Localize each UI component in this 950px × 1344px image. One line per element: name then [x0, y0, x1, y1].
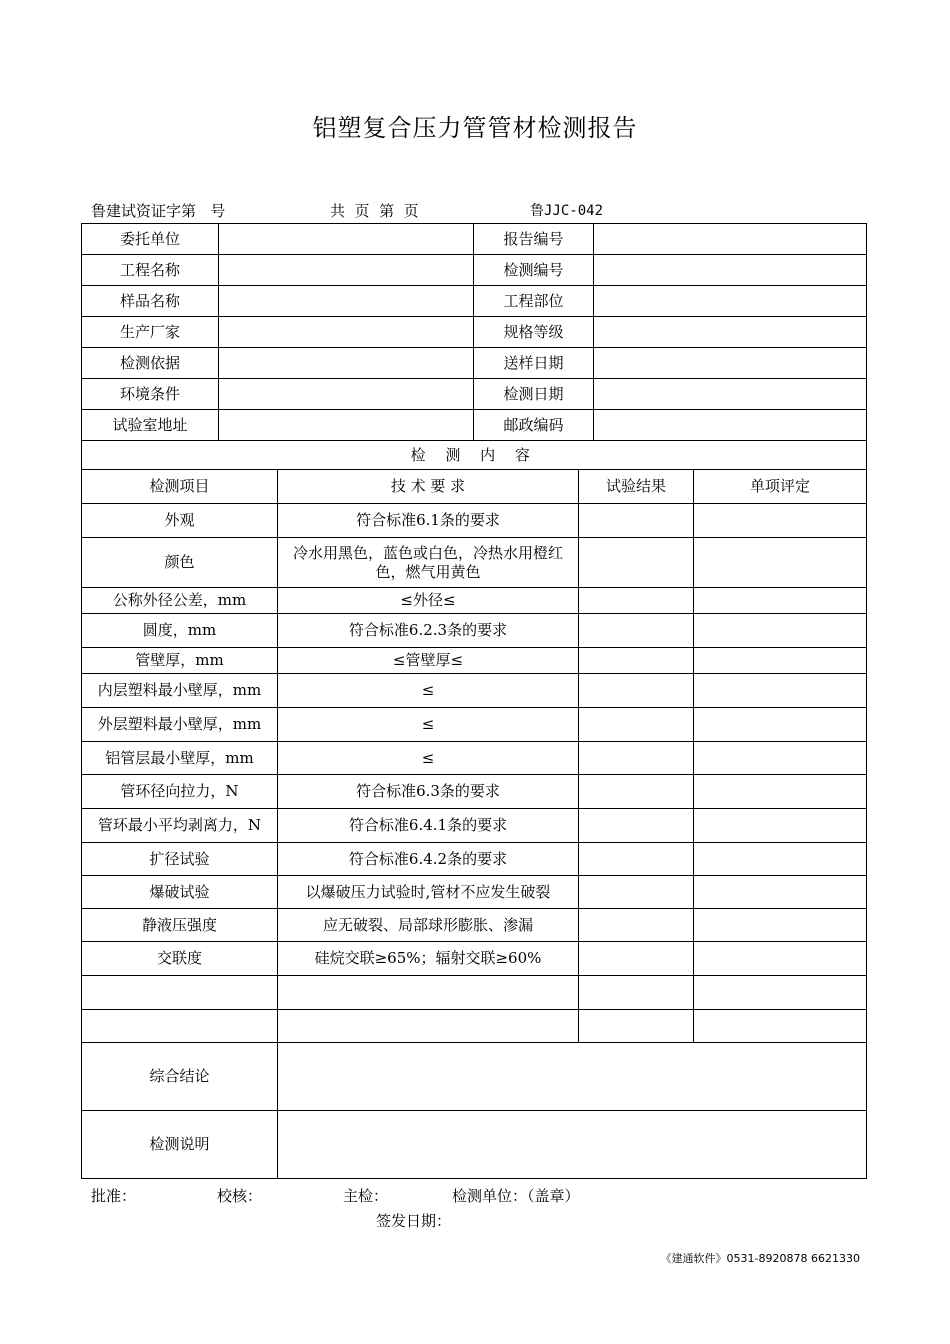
inspection-row: [82, 588, 867, 614]
inspection-rating[interactable]: [694, 775, 867, 809]
inspection-item: 公称外径公差，mm: [82, 588, 278, 614]
inspection-requirement: ≤外径≤: [278, 588, 579, 614]
inspection-result[interactable]: [579, 648, 694, 674]
inspection-rating[interactable]: [694, 614, 867, 648]
inspection-requirement: 符合标准6.2.3条的要求: [278, 614, 579, 648]
inspection-result[interactable]: [579, 614, 694, 648]
info-row: [82, 379, 867, 410]
info-value-right[interactable]: [594, 224, 867, 255]
inspection-result[interactable]: [579, 538, 694, 588]
unit-label: 检测单位：（盖章）: [452, 1187, 580, 1205]
report-title: 铝塑复合压力管管材检测报告: [312, 114, 638, 142]
inspection-item: 圆度，mm: [82, 614, 278, 648]
info-value-left[interactable]: [219, 286, 474, 317]
inspection-requirement: 冷水用黑色，蓝色或白色，冷热水用橙红色，燃气用黄色: [278, 538, 579, 588]
info-table: [81, 223, 867, 441]
info-row: [82, 286, 867, 317]
inspection-result[interactable]: [579, 588, 694, 614]
inspection-row: [82, 809, 867, 843]
header-rating: 单项评定: [694, 470, 867, 504]
info-row: [82, 410, 867, 441]
inspection-item: 管环最小平均剥离力，N: [82, 809, 278, 843]
inspection-item: 内层塑料最小壁厚，mm: [82, 674, 278, 708]
info-value-right[interactable]: [594, 317, 867, 348]
inspection-row: [82, 909, 867, 942]
inspection-rating[interactable]: [694, 876, 867, 909]
inspection-result[interactable]: [579, 909, 694, 942]
info-label-left: 工程名称: [82, 255, 219, 286]
inspection-result[interactable]: [579, 809, 694, 843]
inspection-row: [82, 843, 867, 876]
info-label-right: 检测编号: [474, 255, 594, 286]
info-value-right[interactable]: [594, 410, 867, 441]
inspection-requirement: [278, 976, 579, 1010]
inspection-rating[interactable]: [694, 742, 867, 775]
inspection-rating[interactable]: [694, 648, 867, 674]
inspector-label: 主检：: [343, 1187, 389, 1205]
inspection-row: [82, 538, 867, 588]
inspection-row: [82, 775, 867, 809]
inspection-result[interactable]: [579, 843, 694, 876]
inspection-table: [81, 440, 867, 1179]
page-count: 共 页 第 页: [330, 202, 419, 220]
notes-row: [82, 1111, 867, 1179]
inspection-requirement: 应无破裂、局部球形膨胀、渗漏: [278, 909, 579, 942]
inspection-item: 外层塑料最小壁厚，mm: [82, 708, 278, 742]
software-credit: 《建通软件》0531-8920878 6621330: [660, 1252, 860, 1265]
inspection-rating[interactable]: [694, 976, 867, 1010]
conclusion-value[interactable]: [278, 1043, 867, 1111]
inspection-rating[interactable]: [694, 504, 867, 538]
inspection-result[interactable]: [579, 876, 694, 909]
inspection-requirement: 符合标准6.4.1条的要求: [278, 809, 579, 843]
info-value-left[interactable]: [219, 410, 474, 441]
inspection-row: [82, 876, 867, 909]
header-result: 试验结果: [579, 470, 694, 504]
inspection-requirement: ≤: [278, 708, 579, 742]
info-row: [82, 224, 867, 255]
header-requirement: 技 术 要 求: [278, 470, 579, 504]
inspection-requirement: ≤: [278, 674, 579, 708]
cert-number: 鲁建试资证字第 号: [91, 202, 226, 220]
inspection-row: [82, 976, 867, 1010]
inspection-rating[interactable]: [694, 708, 867, 742]
approve-label: 批准：: [91, 1187, 137, 1205]
inspection-row: [82, 674, 867, 708]
info-label-right: 规格等级: [474, 317, 594, 348]
notes-value[interactable]: [278, 1111, 867, 1179]
inspection-requirement: 符合标准6.1条的要求: [278, 504, 579, 538]
info-value-right[interactable]: [594, 286, 867, 317]
inspection-item: 颜色: [82, 538, 278, 588]
info-value-left[interactable]: [219, 348, 474, 379]
info-row: [82, 255, 867, 286]
conclusion-row: [82, 1043, 867, 1111]
info-label-left: 样品名称: [82, 286, 219, 317]
inspection-rating[interactable]: [694, 1010, 867, 1043]
info-row: [82, 348, 867, 379]
info-value-right[interactable]: [594, 255, 867, 286]
info-value-right[interactable]: [594, 348, 867, 379]
inspection-requirement: ≤: [278, 742, 579, 775]
inspection-rating[interactable]: [694, 843, 867, 876]
inspection-result[interactable]: [579, 976, 694, 1010]
inspection-item: 扩径试验: [82, 843, 278, 876]
info-label-left: 检测依据: [82, 348, 219, 379]
inspection-item: 铝管层最小壁厚，mm: [82, 742, 278, 775]
notes-label: 检测说明: [82, 1111, 278, 1179]
inspection-item: [82, 976, 278, 1010]
info-label-left: 委托单位: [82, 224, 219, 255]
inspection-result[interactable]: [579, 742, 694, 775]
inspection-item: 爆破试验: [82, 876, 278, 909]
inspection-requirement: 符合标准6.4.2条的要求: [278, 843, 579, 876]
inspection-result[interactable]: [579, 708, 694, 742]
info-value-right[interactable]: [594, 379, 867, 410]
inspection-result[interactable]: [579, 674, 694, 708]
info-label-right: 邮政编码: [474, 410, 594, 441]
inspection-item: 管环径向拉力，N: [82, 775, 278, 809]
info-value-left[interactable]: [219, 255, 474, 286]
header-item: 检测项目: [82, 470, 278, 504]
inspection-requirement: [278, 1010, 579, 1043]
info-row: [82, 317, 867, 348]
inspection-result[interactable]: [579, 1010, 694, 1043]
inspection-row: [82, 942, 867, 976]
form-code: 鲁JJC-042: [530, 203, 604, 219]
conclusion-label: 综合结论: [82, 1043, 278, 1111]
info-label-right: 检测日期: [474, 379, 594, 410]
inspection-item: [82, 1010, 278, 1043]
info-value-left[interactable]: [219, 317, 474, 348]
info-label-right: 工程部位: [474, 286, 594, 317]
info-value-left[interactable]: [219, 224, 474, 255]
inspection-row: [82, 742, 867, 775]
inspection-row: [82, 1010, 867, 1043]
inspection-row: [82, 648, 867, 674]
inspection-item: 交联度: [82, 942, 278, 976]
inspection-item: 静液压强度: [82, 909, 278, 942]
inspection-result[interactable]: [579, 942, 694, 976]
info-label-left: 环境条件: [82, 379, 219, 410]
inspection-requirement: ≤管壁厚≤: [278, 648, 579, 674]
info-label-right: 报告编号: [474, 224, 594, 255]
inspection-requirement: 硅烷交联≥65%；辐射交联≥60%: [278, 942, 579, 976]
section-title: 检 测 内 容: [82, 441, 867, 470]
inspection-row: [82, 614, 867, 648]
inspection-result[interactable]: [579, 775, 694, 809]
info-label-right: 送样日期: [474, 348, 594, 379]
info-label-left: 生产厂家: [82, 317, 219, 348]
inspection-requirement: 符合标准6.3条的要求: [278, 775, 579, 809]
inspection-rating[interactable]: [694, 809, 867, 843]
inspection-item: 外观: [82, 504, 278, 538]
inspection-rating[interactable]: [694, 538, 867, 588]
issue-date-label: 签发日期：: [376, 1212, 452, 1230]
inspection-rating[interactable]: [694, 942, 867, 976]
inspection-row: [82, 504, 867, 538]
inspection-requirement: 以爆破压力试验时,管材不应发生破裂: [278, 876, 579, 909]
review-label: 校核：: [217, 1187, 263, 1205]
info-value-left[interactable]: [219, 379, 474, 410]
inspection-item: 管壁厚，mm: [82, 648, 278, 674]
inspection-result[interactable]: [579, 504, 694, 538]
inspection-row: [82, 708, 867, 742]
inspection-rating[interactable]: [694, 909, 867, 942]
info-label-left: 试验室地址: [82, 410, 219, 441]
inspection-rating[interactable]: [694, 588, 867, 614]
inspection-rating[interactable]: [694, 674, 867, 708]
